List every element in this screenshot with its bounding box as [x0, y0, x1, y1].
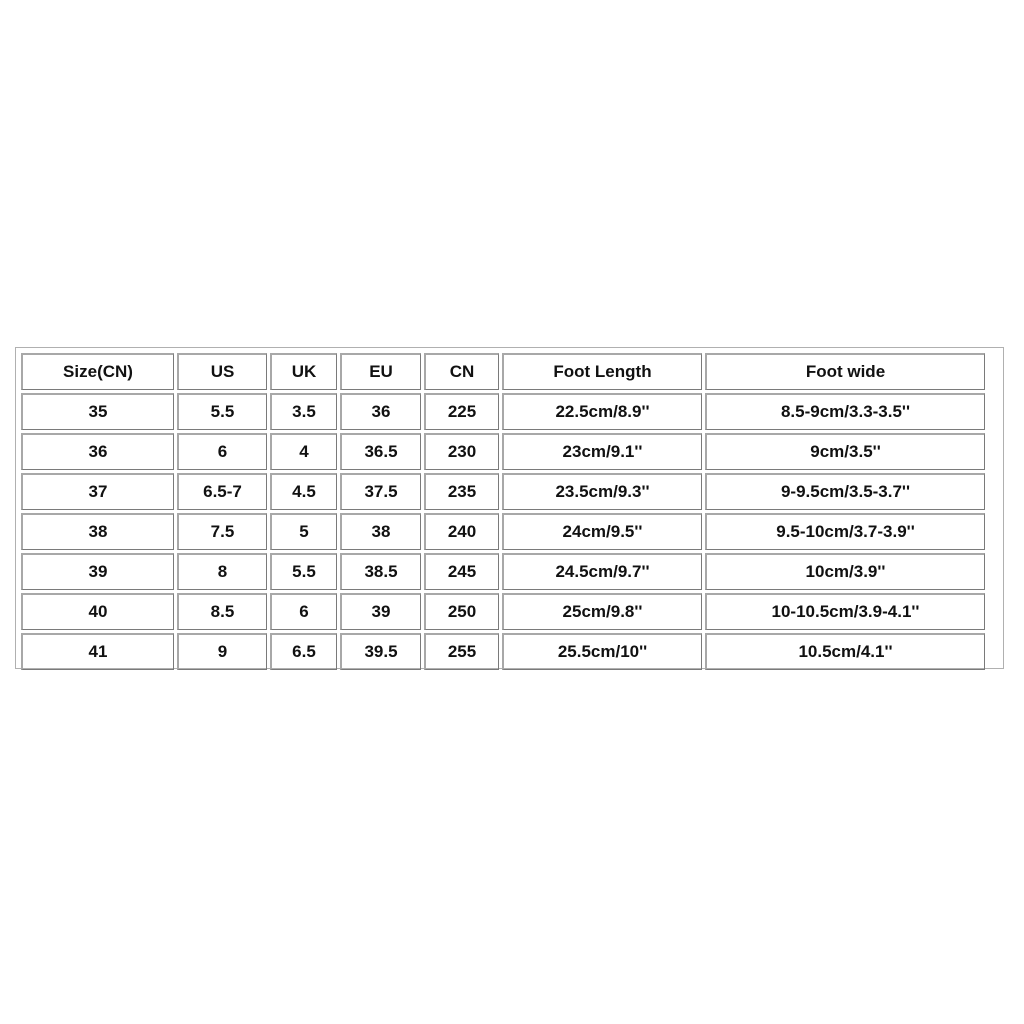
cell-cn: 255	[424, 633, 499, 670]
cell-foot-wide: 9cm/3.5''	[705, 433, 985, 470]
header-size-cn: Size(CN)	[21, 353, 174, 390]
cell-cn: 240	[424, 513, 499, 550]
cell-foot-length: 24cm/9.5''	[502, 513, 702, 550]
cell-us: 6	[177, 433, 267, 470]
header-foot-wide: Foot wide	[705, 353, 985, 390]
cell-cn: 230	[424, 433, 499, 470]
cell-cn: 235	[424, 473, 499, 510]
cell-us: 5.5	[177, 393, 267, 430]
cell-foot-wide: 10.5cm/4.1''	[705, 633, 985, 670]
cell-uk: 4	[270, 433, 337, 470]
cell-size-cn: 40	[21, 593, 174, 630]
cell-size-cn: 35	[21, 393, 174, 430]
cell-foot-length: 25cm/9.8''	[502, 593, 702, 630]
table-row	[21, 553, 985, 590]
cell-cn: 250	[424, 593, 499, 630]
table-row	[21, 633, 985, 670]
cell-us: 8.5	[177, 593, 267, 630]
cell-us: 8	[177, 553, 267, 590]
cell-eu: 39.5	[340, 633, 421, 670]
table-row	[21, 513, 985, 550]
cell-size-cn: 39	[21, 553, 174, 590]
cell-uk: 6.5	[270, 633, 337, 670]
cell-uk: 3.5	[270, 393, 337, 430]
cell-size-cn: 38	[21, 513, 174, 550]
cell-size-cn: 36	[21, 433, 174, 470]
table-row	[21, 473, 985, 510]
cell-foot-wide: 9-9.5cm/3.5-3.7''	[705, 473, 985, 510]
size-chart-table	[18, 350, 988, 673]
header-foot-length: Foot Length	[502, 353, 702, 390]
cell-foot-length: 23cm/9.1''	[502, 433, 702, 470]
cell-eu: 38.5	[340, 553, 421, 590]
cell-eu: 38	[340, 513, 421, 550]
cell-us: 6.5-7	[177, 473, 267, 510]
cell-eu: 37.5	[340, 473, 421, 510]
header-uk: UK	[270, 353, 337, 390]
cell-foot-length: 23.5cm/9.3''	[502, 473, 702, 510]
cell-uk: 6	[270, 593, 337, 630]
header-us: US	[177, 353, 267, 390]
cell-uk: 5.5	[270, 553, 337, 590]
header-row	[21, 353, 985, 390]
cell-foot-length: 22.5cm/8.9''	[502, 393, 702, 430]
cell-foot-length: 24.5cm/9.7''	[502, 553, 702, 590]
cell-us: 7.5	[177, 513, 267, 550]
cell-uk: 5	[270, 513, 337, 550]
cell-foot-wide: 8.5-9cm/3.3-3.5''	[705, 393, 985, 430]
cell-cn: 225	[424, 393, 499, 430]
cell-uk: 4.5	[270, 473, 337, 510]
size-chart-frame	[15, 347, 1004, 669]
table-row	[21, 433, 985, 470]
cell-foot-wide: 9.5-10cm/3.7-3.9''	[705, 513, 985, 550]
table-row	[21, 593, 985, 630]
cell-size-cn: 37	[21, 473, 174, 510]
cell-foot-wide: 10cm/3.9''	[705, 553, 985, 590]
cell-eu: 36	[340, 393, 421, 430]
cell-eu: 39	[340, 593, 421, 630]
cell-us: 9	[177, 633, 267, 670]
cell-foot-length: 25.5cm/10''	[502, 633, 702, 670]
cell-eu: 36.5	[340, 433, 421, 470]
cell-size-cn: 41	[21, 633, 174, 670]
header-eu: EU	[340, 353, 421, 390]
table-row	[21, 393, 985, 430]
header-cn: CN	[424, 353, 499, 390]
cell-foot-wide: 10-10.5cm/3.9-4.1''	[705, 593, 985, 630]
cell-cn: 245	[424, 553, 499, 590]
